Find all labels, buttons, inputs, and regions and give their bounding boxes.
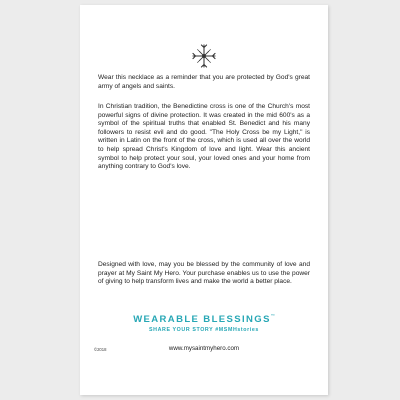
history-paragraph: In Christian tradition, the Benedictine cross is one of the Church's most powerful signs of divine protection. It was created in the mid 600's as a symbol of the spiritual truths that enabled St. Benedict and his many followers to resist evil and do good. "The Holy Cross be my Light," is written in Latin on the front of the cross, which is used all over the world to help spread Christ's Kingdom of love and light. Wear this ancient symbol to help protect your soul, your loved ones and your home from anything contrary to God's love.: [98, 103, 310, 171]
benedictine-cross-icon: [191, 43, 217, 69]
mission-paragraph: Designed with love, may you be blessed by the community of love and prayer at My Saint My Hero. Your purchase enables us to use the power of giving to help transform lives and make the world a better place.: [98, 261, 310, 286]
brand-title: [80, 313, 328, 325]
hashtag-tagline: SHARE YOUR STORY #MSMHstories: [149, 327, 259, 333]
copyright-notice: ©2018: [94, 347, 107, 352]
intro-paragraph: Wear this necklace as a reminder that you are protected by God's great army of angels and saints.: [98, 74, 310, 90]
brand-name: WEARABLE BLESSINGS: [133, 314, 271, 325]
blessing-card: [80, 5, 328, 395]
website-url: www.mysaintmyhero.com: [168, 345, 240, 352]
trademark-mark: ™: [270, 313, 275, 318]
